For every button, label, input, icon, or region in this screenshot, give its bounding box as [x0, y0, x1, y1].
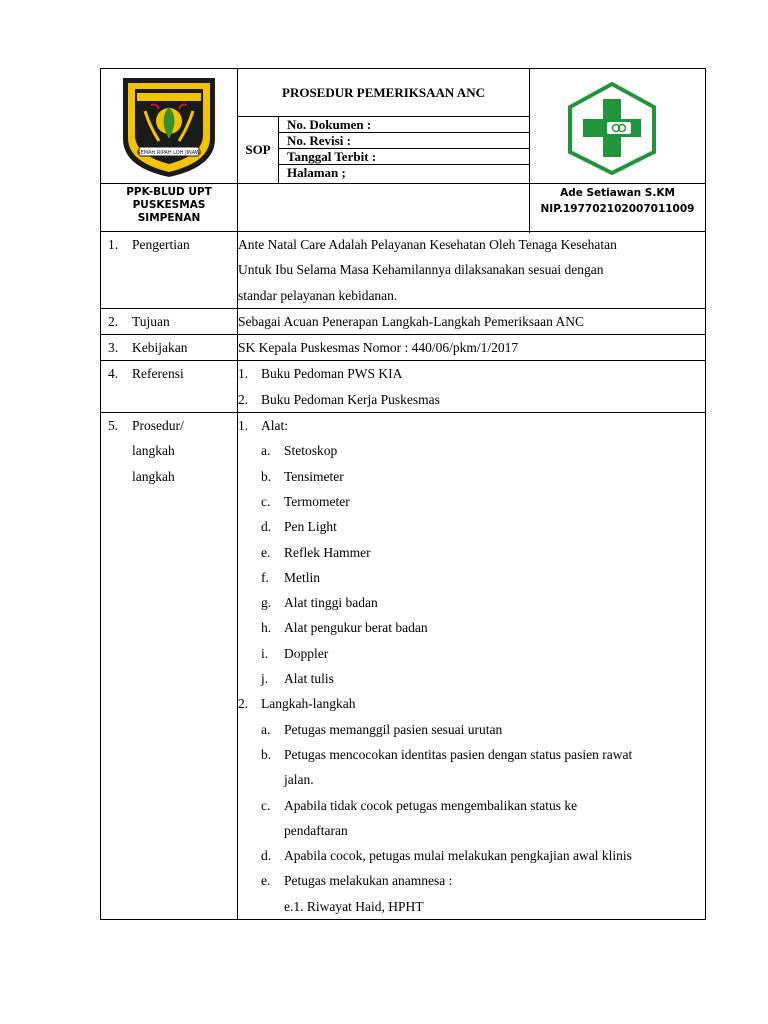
list-item: c. Termometer — [261, 493, 350, 509]
list-item: a. Petugas memanggil pasien sesuai urutan — [261, 721, 503, 737]
svg-text:GEMAH RIPAH LOH JINAWI: GEMAH RIPAH LOH JINAWI — [136, 150, 202, 156]
puskesmas-logo-icon — [530, 69, 705, 183]
list-item: d. Pen Light — [261, 519, 337, 535]
list-item: e. Reflek Hammer — [261, 544, 371, 560]
list-item: c. Apabila tidak cocok petugas mengembalikan status ke — [261, 797, 578, 813]
list-item: g. Alat tinggi badan — [261, 595, 378, 611]
field-tanggal-terbit: Tanggal Terbit : — [279, 149, 530, 165]
signer — [530, 184, 705, 234]
list-item: i. Doppler — [261, 645, 329, 661]
sop-fields — [238, 117, 530, 183]
sop-field-list — [279, 117, 530, 183]
document-title: PROSEDUR PEMERIKSAAN ANC — [282, 85, 485, 100]
row-kebijakan: 3. Kebijakan SK Kepala Puskesmas Nomor : 440/06/pkm/1/2017 — [101, 335, 706, 361]
list-item: a. Stetoskop — [261, 443, 338, 459]
document-header — [100, 68, 706, 232]
field-no-dokumen: No. Dokumen : — [279, 117, 530, 133]
organization-name: PPK-BLUD UPT PUSKESMAS SIMPENAN — [101, 184, 238, 233]
org-signature-row — [101, 183, 705, 233]
list-item: 1. Buku Pedoman PWS KIA — [238, 366, 403, 382]
signer-name: Ade Setiawan S.KM — [560, 187, 675, 199]
sop-document — [100, 68, 706, 920]
regency-crest-cell — [101, 69, 238, 183]
title-cell — [238, 69, 530, 117]
langkah-heading: 2. Langkah-langkah — [238, 696, 356, 712]
field-halaman: Halaman ; — [287, 165, 346, 180]
row-tujuan: 2. Tujuan Sebagai Acuan Penerapan Langkah-Langkah Pemeriksaan ANC — [101, 308, 706, 334]
regency-crest-icon — [101, 69, 238, 183]
list-item: d. Apabila cocok, petugas mulai melakukan pengkajian awal klinis — [261, 848, 632, 864]
tujuan-content: Sebagai Acuan Penerapan Langkah-Langkah Pemeriksaan ANC — [238, 308, 706, 334]
row-prosedur: 5. Prosedur/ langkah langkah 1. Alat: a. Stetoskop b. Tensimeter c. Termometer d. Pen Light e. Reflek Hammer f. Metlin g. Alat tinggi badan h. Alat pengukur berat badan i. Doppler j. Alat tulis 2. Langkah-langkah a. Petugas memanggil pasien sesuai urutan b. Petugas mencocokan identitas pasien dengan status pasien rawat jalan. c. Apabila tidak cocok petugas mengembalikan status ke pendaftaran d. Apabila cocok, petugas mulai melakukan pengkajian awal klinis e. Petugas melakukan anamnesa : e.1. Riwayat Haid, HPHT — [101, 413, 706, 920]
sub-list-item: e.1. Riwayat Haid, HPHT — [284, 898, 424, 914]
list-item: j. Alat tulis — [261, 671, 334, 687]
list-item: f. Metlin — [261, 569, 320, 585]
referensi-content — [238, 361, 706, 413]
list-item: 2. Buku Pedoman Kerja Puskesmas — [238, 391, 440, 407]
puskesmas-logo-cell — [530, 69, 705, 183]
list-item-continuation: jalan. — [284, 772, 314, 788]
prosedur-content — [238, 413, 706, 920]
sop-content-table — [100, 231, 706, 920]
blank-cell — [238, 184, 530, 233]
list-item: b. Tensimeter — [261, 468, 344, 484]
list-item: e. Petugas melakukan anamnesa : — [261, 873, 453, 889]
signer-nip: NIP.197702102007011009 — [540, 203, 695, 215]
pengertian-content: Ante Natal Care Adalah Pelayanan Kesehatan Oleh Tenaga Kesehatan Untuk Ibu Selama Masa Kehamilannya dilaksanakan sesuai dengan standar pelayanan kebidanan. — [238, 232, 706, 309]
field-no-revisi: No. Revisi : — [279, 133, 530, 149]
sop-label: SOP — [238, 117, 279, 183]
kebijakan-content: SK Kepala Puskesmas Nomor : 440/06/pkm/1/2017 — [238, 335, 706, 361]
alat-heading: 1. Alat: — [238, 418, 288, 434]
row-referensi: 4. Referensi 1. Buku Pedoman PWS KIA 2. Buku Pedoman Kerja Puskesmas — [101, 361, 706, 413]
list-item: b. Petugas mencocokan identitas pasien dengan status pasien rawat — [261, 746, 633, 762]
row-pengertian: 1. Pengertian Ante Natal Care Adalah Pelayanan Kesehatan Oleh Tenaga Kesehatan Untuk Ibu Selama Masa Kehamilannya dilaksanakan sesuai dengan standar pelayanan kebidanan. — [101, 232, 706, 309]
list-item: h. Alat pengukur berat badan — [261, 620, 428, 636]
list-item-continuation: pendaftaran — [284, 822, 348, 838]
